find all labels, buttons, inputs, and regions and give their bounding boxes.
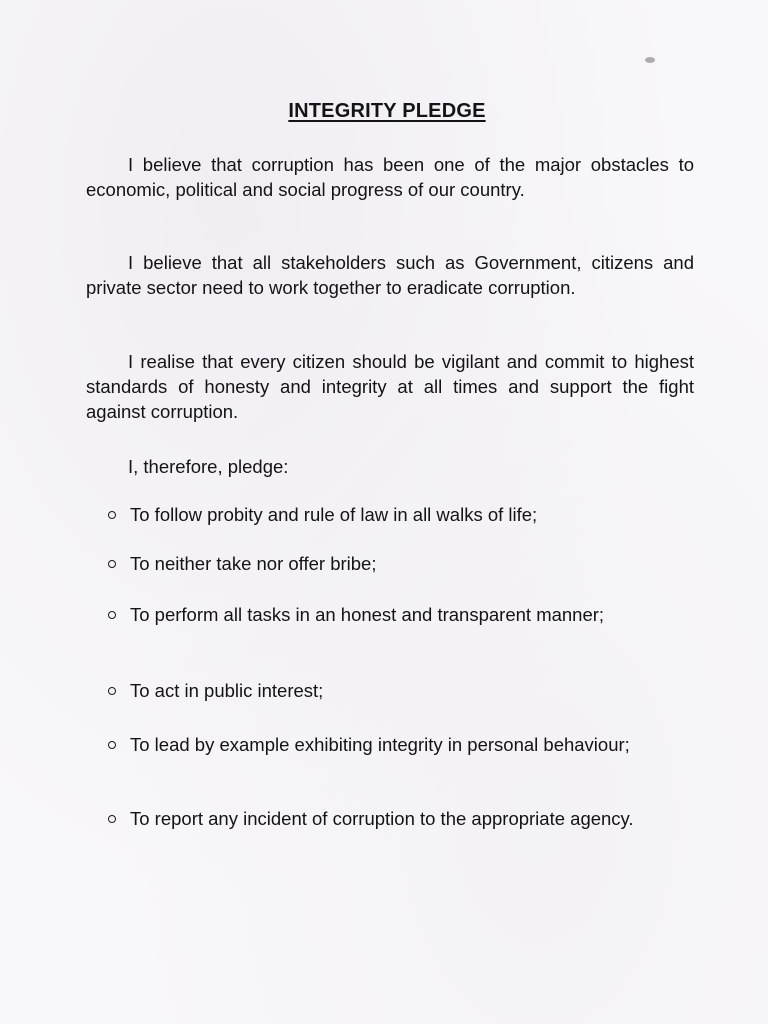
- document-title: INTEGRITY PLEDGE: [288, 100, 486, 122]
- ink-speck: [645, 57, 655, 63]
- pledge-text: To lead by example exhibiting integrity in personal behaviour;: [130, 734, 630, 755]
- pledge-text: To neither take nor offer bribe;: [130, 553, 377, 574]
- pledge-text: To report any incident of corruption to the appropriate agency.: [130, 808, 634, 829]
- list-item: [108, 678, 696, 703]
- list-item: [108, 806, 696, 831]
- pledge-text: To perform all tasks in an honest and transparent manner;: [130, 604, 605, 625]
- paragraph-vigilance: I realise that every citizen should be vigilant and commit to highest standards of honesty and integrity at all times and support the fight against corruption.: [86, 351, 694, 422]
- bullet-icon: [108, 611, 116, 619]
- pledge-text: To follow probity and rule of law in all walks of life;: [130, 504, 538, 525]
- pledge-intro: I, therefore, pledge:: [128, 456, 289, 477]
- list-item: [108, 502, 696, 527]
- bullet-icon: [108, 687, 116, 695]
- paragraph-stakeholders: I believe that all stakeholders such as Government, citizens and private sector need to work together to eradicate corruption.: [86, 252, 694, 298]
- pledge-text: To act in public interest;: [130, 680, 324, 701]
- list-item: [108, 732, 696, 757]
- list-item: [108, 602, 696, 627]
- bullet-icon: [108, 815, 116, 823]
- paragraph-corruption-obstacle: I believe that corruption has been one of the major obstacles to economic, political and social progress of our country.: [86, 154, 694, 200]
- list-item: [108, 551, 696, 576]
- bullet-icon: [108, 511, 116, 519]
- bullet-icon: [108, 560, 116, 568]
- bullet-icon: [108, 741, 116, 749]
